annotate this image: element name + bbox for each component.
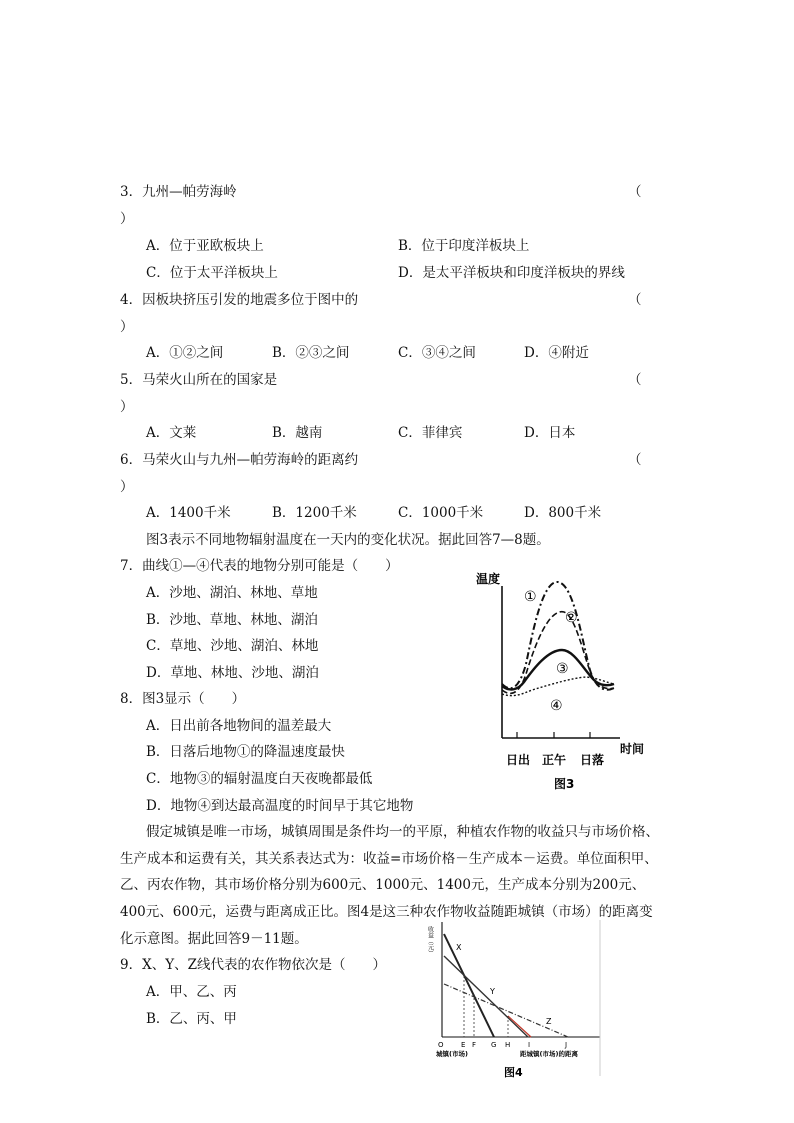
figure3-y-label: 温度 xyxy=(476,572,501,586)
figure4-y-label: 收益（元） xyxy=(426,926,434,956)
question-4-stem: 4．因板块挤压引发的地震多位于图中的 xyxy=(120,292,359,308)
figure4-intro-line-5: 化示意图。据此回答9－11题。 xyxy=(120,931,308,947)
question-5-stem: 5．马荣火山所在的国家是 xyxy=(120,372,278,388)
question-3-stem: 3．九州—帕劳海岭 xyxy=(120,184,237,200)
question-9-option-b: B．乙、丙、甲 xyxy=(146,1011,237,1027)
question-6-close-paren: ） xyxy=(120,479,134,495)
figure3-tick-label-noon: 正午 xyxy=(542,753,567,767)
question-4-option-c: C．③④之间 xyxy=(398,345,476,361)
figure3-tick-label-sunset: 日落 xyxy=(580,753,605,767)
figure3-intro: 图3表示不同地物辐射温度在一天内的变化状况。据此回答7—8题。 xyxy=(146,532,550,548)
figure4-x-left-label: 城镇(市场) xyxy=(436,1050,468,1058)
question-7-option-d: D．草地、林地、沙地、湖泊 xyxy=(146,665,319,681)
question-4-option-b: B．②③之间 xyxy=(272,345,350,361)
question-6-option-a: A．1400千米 xyxy=(146,505,231,521)
question-8-stem: 8．图3显示（ ） xyxy=(120,691,246,707)
figure4-tick-j: J xyxy=(565,1041,568,1049)
question-9-stem: 9．X、Y、Z线代表的农作物依次是（ ） xyxy=(120,957,386,973)
question-3-open-paren: （ xyxy=(628,184,642,200)
figure3-tick-label-sunrise: 日出 xyxy=(506,753,531,767)
figure4-line-y xyxy=(444,956,528,1037)
figure4-origin: O xyxy=(438,1041,444,1049)
question-5-option-a: A．文莱 xyxy=(146,425,197,441)
question-6-stem: 6．马荣火山与九州—帕劳海岭的距离约 xyxy=(120,452,359,468)
figure4-intro-line-2: 生产成本和运费有关，其关系表达式为：收益=市场价格－生产成本－运费。单位面积甲、 xyxy=(120,851,658,867)
figure4-tick-g: G xyxy=(491,1041,497,1049)
figure4-line-z xyxy=(444,984,568,1037)
question-8-option-c: C．地物③的辐射温度白天夜晚都最低 xyxy=(146,771,373,787)
question-4-option-d: D．④附近 xyxy=(524,345,589,361)
figure-4-revenue-chart xyxy=(428,916,608,1084)
question-3-option-b: B．位于印度洋板块上 xyxy=(398,238,530,254)
question-3-option-d: D．是太平洋板块和印度洋板块的界线 xyxy=(398,265,625,281)
figure3-curve-label-4: ④ xyxy=(550,698,563,714)
figure4-x-right-label: 距城镇(市场)的距离 xyxy=(520,1050,578,1058)
question-7-stem: 7．曲线①—④代表的地物分别可能是（ ） xyxy=(120,558,399,574)
figure4-line-label-x: X xyxy=(456,943,462,952)
figure4-line-label-y: Y xyxy=(490,987,495,996)
question-6-option-c: C．1000千米 xyxy=(398,505,484,521)
question-3-close-paren: ） xyxy=(120,211,134,227)
figure4-caption: 图4 xyxy=(504,1066,523,1079)
figure4-line-x xyxy=(444,934,494,1037)
question-8-option-b: B．日落后地物①的降温速度最快 xyxy=(146,744,345,760)
question-4-open-paren: （ xyxy=(628,292,642,308)
question-6-option-b: B．1200千米 xyxy=(272,505,357,521)
figure4-tick-h: H xyxy=(505,1041,511,1049)
figure4-intro-line-3: 乙、丙农作物，其市场价格分别为600元、1000元、1400元，生产成本分别为200元、 xyxy=(120,877,646,893)
question-5-option-b: B．越南 xyxy=(272,425,323,441)
figure4-tick-i: I xyxy=(528,1041,531,1049)
question-8-option-d: D．地物④到达最高温度的时间早于其它地物 xyxy=(146,798,414,814)
question-9-option-a: A．甲、乙、丙 xyxy=(146,984,237,1000)
figure4-intro-line-1: 假定城镇是唯一市场，城镇周围是条件均一的平原，种植农作物的收益只与市场价格、 xyxy=(146,824,659,840)
question-8-option-a: A．日出前各地物间的温差最大 xyxy=(146,718,332,734)
figure4-intro-line-4: 400元、600元，运费与距离成正比。图4是这三种农作物收益随距城镇（市场）的距离变 xyxy=(120,904,653,920)
figure3-caption: 图3 xyxy=(554,777,575,791)
figure3-x-label: 时间 xyxy=(620,742,645,756)
question-6-open-paren: （ xyxy=(628,452,642,468)
figure3-curve-label-2: ② xyxy=(565,610,578,626)
figure4-tick-e: E xyxy=(461,1041,466,1049)
question-5-open-paren: （ xyxy=(628,372,642,388)
figure4-tick-f: F xyxy=(472,1041,477,1049)
question-3-option-c: C．位于太平洋板块上 xyxy=(146,265,278,281)
figure-3-temperature-chart xyxy=(462,566,652,798)
question-7-option-a: A．沙地、湖泊、林地、草地 xyxy=(146,585,318,601)
question-7-option-c: C．草地、沙地、湖泊、林地 xyxy=(146,638,319,654)
question-3-option-a: A．位于亚欧板块上 xyxy=(146,238,264,254)
question-6-option-d: D．800千米 xyxy=(524,505,602,521)
question-4-option-a: A．①②之间 xyxy=(146,345,224,361)
question-5-option-c: C．菲律宾 xyxy=(398,425,463,441)
question-4-close-paren: ） xyxy=(120,319,134,335)
figure3-curve-label-3: ③ xyxy=(556,661,569,677)
figure3-curve-label-1: ① xyxy=(524,589,537,605)
question-5-close-paren: ） xyxy=(120,399,134,415)
question-5-option-d: D．日本 xyxy=(524,425,576,441)
question-7-option-b: B．沙地、草地、林地、湖泊 xyxy=(146,612,318,628)
figure4-line-label-z: Z xyxy=(546,1017,552,1026)
